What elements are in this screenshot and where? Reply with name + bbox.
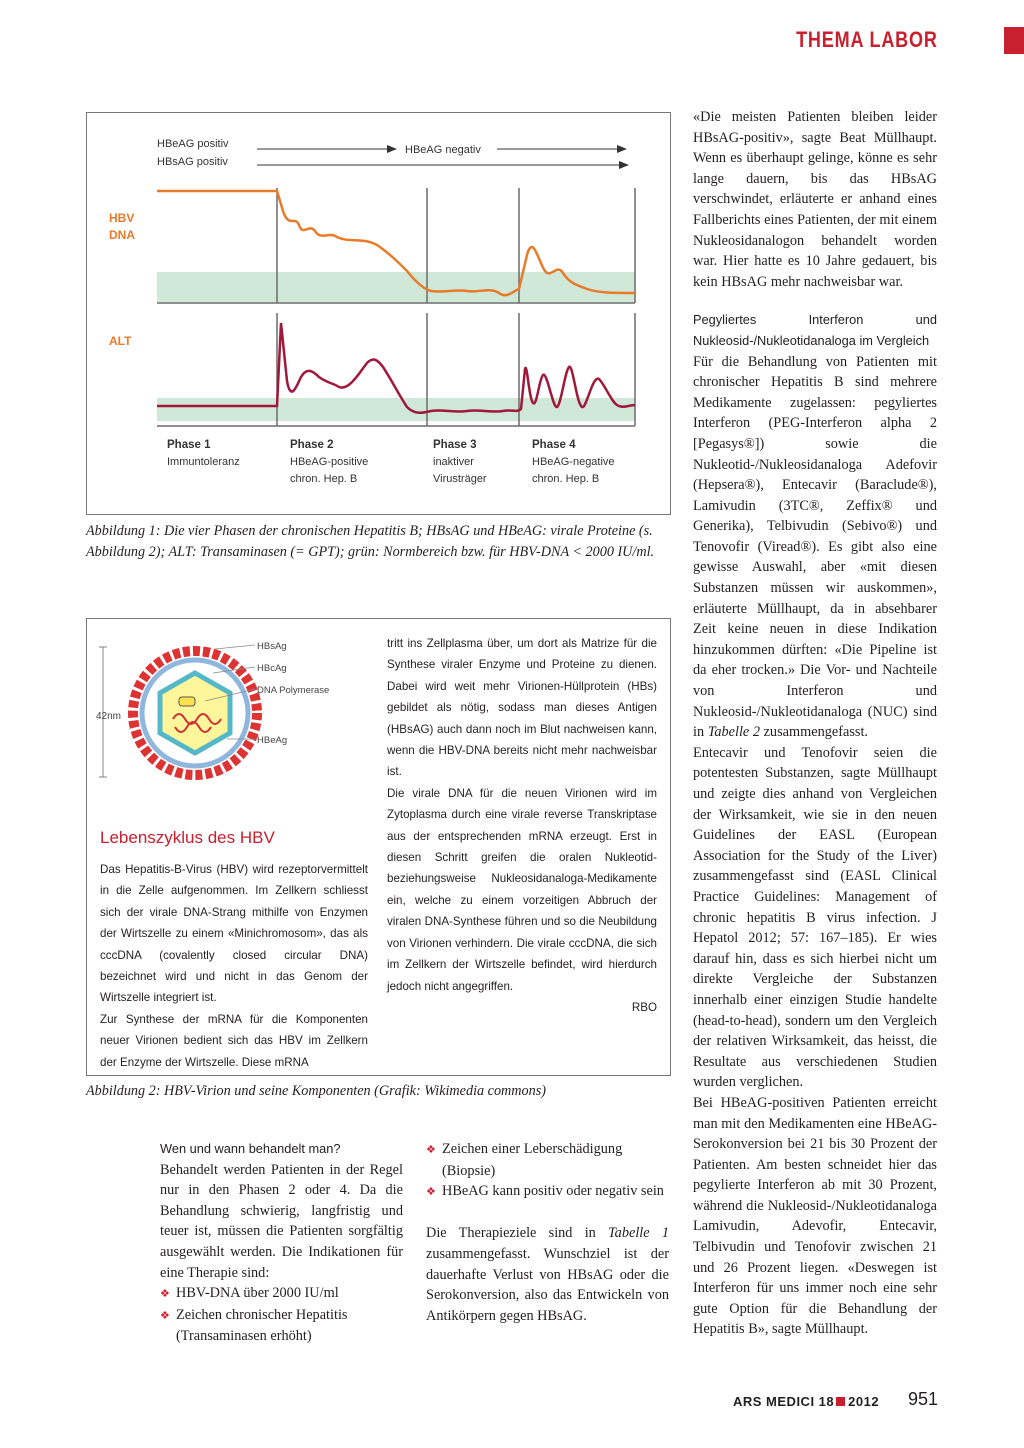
goals-bullet-1: ❖ Zeichen einer Leberschädigung (Biopsie) xyxy=(426,1141,623,1179)
right-heading: Pegyliertes Interferon und Nukleosid-/Nukleotidanaloga im Vergleich xyxy=(693,312,937,348)
box-left-paragraph-2: Zur Synthese der mRNA für die Komponenten neuer Virionen bedient sich das HBV im Zellkern der Enzyme der Wirtszelle. Diese mRNA xyxy=(100,1012,368,1069)
treatment-intro: Behandelt werden Patienten in der Regel nur in den Phasen 2 oder 4. Da die Behandlung schwierig, langfristig und teuer ist, müssen die Patienten sorgfältig ausgewählt werden. Die Indikationen für eine Therapie sind: xyxy=(160,1161,403,1281)
box-right-paragraph-1: tritt ins Zellplasma über, um dort als Matrize für die Synthese viraler Enzyme und Proteine zu dienen. Dabei wird weit mehr Virionen-Hüllprotein (HBs) gebildet als nötig, sodass man dieses Antigen (HBsAG) auch dann noch im Blut nachweisen kann, wenn die HBV-DNA bereits nicht mehr nachweisbar ist. xyxy=(387,637,657,779)
alt-normal-band xyxy=(157,398,635,421)
phase-2-line1: HBeAG-positive xyxy=(290,456,369,468)
right-paragraph-4: Bei HBeAG-positiven Patienten erreicht man mit den Medikamenten eine HBeAG-Serokonversion bei 21 bis 30 Prozent der Patienten. Am besten schneidet hier das pegylierte Interferon ab mit 30 Prozent, während die Nukleosid-/Nukleotidanaloga Lamivudin, Adevofir, Entecavir, Telbivudin und Tenofovir zwischen 21 und 26 Prozent liegen. «Deswegen ist Interferon für uns immer noch eine sehr gute Option für die Behandlung der Hepatitis B», sagte Müllhaupt. xyxy=(693,1094,937,1338)
right-paragraph-3: Entecavir und Tenofovir seien die potentesten Substanzen, sagte Müllhaupt und zeigte dies anhand von Vergleichen der Wirksamkeit, wie sie in den neuen Guidelines der EASL (European Association for the Study of the Liver) zusammengefasst sind (EASL Clinical Practice Guidelines: Management of chronic hepatitis B virus infection. J Hepatol 2012; 57: 167–185). Er wies darauf hin, dass es sich hierbei nicht um direkte Vergleiche der Substanzen innerhalb einer einzigen Studie handelte (head-to-head), sondern um den Vergleich der relativen Wirksamkeit, das heisst, die Resultate aus verschiedenen Studien wurden verglichen. xyxy=(693,744,937,1091)
arrow-hbeag-neg-head xyxy=(617,145,627,153)
treatment-bullet-2: ❖ Zeichen chronischer Hepatitis (Transaminasen erhöht) xyxy=(160,1306,348,1345)
figure-2-caption: Abbildung 2: HBV-Virion und seine Komponenten (Grafik: Wikimedia commons) xyxy=(86,1083,546,1099)
box-left-paragraph-1: Das Hepatitis-B-Virus (HBV) wird rezeptorvermittelt in die Zelle aufgenommen. Im Zellkern schliesst sich der virale DNA-Strang mithilfe von Enzymen der Wirtszelle zu einem «Minichromosom», das als cccDNA (covalently closed circular DNA) bezeichnet wird und nicht in das Genom der Wirtszelle integriert ist. xyxy=(100,863,368,1005)
capsid xyxy=(160,673,230,753)
treatment-heading: Wen und wann behandelt man? xyxy=(160,1141,341,1156)
footer-journal: ARS MEDICI 18 2012 xyxy=(733,1394,880,1409)
column-goals xyxy=(426,1139,669,1326)
label-dna-polymerase: DNA Polymerase xyxy=(257,685,330,696)
arrow-hbeag-pos-head xyxy=(387,145,397,153)
phase-2-line2: chron. Hep. B xyxy=(290,473,358,485)
goals-paragraph: Die Therapieziele sind in Tabelle 1 zusammengefasst. Wunschziel ist der dauerhafte Verlust von HBsAG oder die Serokonversion, also das Entwickeln von Antikörpern gegen HBsAG. xyxy=(426,1225,669,1324)
size-label: 42nm xyxy=(96,711,122,722)
table-2-reference: Tabelle 2 xyxy=(707,724,760,741)
hbv-virion-diagram xyxy=(95,627,375,797)
box-signature: RBO xyxy=(631,1000,657,1014)
phase-1-line1: Immuntoleranz xyxy=(167,456,240,468)
phase-3-line1: inaktiver xyxy=(433,456,474,468)
arrow-hbsag-head xyxy=(619,161,629,169)
figure-hepatitis-phases xyxy=(86,112,671,515)
phase-4-title: Phase 4 xyxy=(532,439,576,451)
table-1-reference: Tabelle 1 xyxy=(608,1225,669,1242)
column-right xyxy=(693,107,937,1340)
diamond-bullet-icon: ❖ xyxy=(160,1288,170,1301)
treatment-bullet-1: ❖ HBV-DNA über 2000 IU/ml xyxy=(160,1283,403,1305)
phase-1-title: Phase 1 xyxy=(167,439,211,451)
polymerase-icon xyxy=(179,697,195,706)
legend-hbeag-positiv: HBeAG positiv xyxy=(157,138,229,150)
phase-3-title: Phase 3 xyxy=(433,439,477,451)
right-paragraph-2: Für die Behandlung von Patienten mit chronischer Hepatitis B sind mehrere Medikamente zugelassen: pegyliertes Interferon (PEG-Interferon alpha 2 [Pegasys®]) sowie die Nukleotid-/Nukleosidanaloga Adefovir (Hepsera®), Entecavir (Baraclude®), Lamivudin (3TC®, Zeffix® und Generika), Telbivudin (Sebivo®) und Tenovofir (Viread®). Es gibt also eine gewisse Auswahl, aber «mit diesen Substanzen müssen wir auskommen», erläuterte Müllhaupt, da in absehbarer Zeit keine neuen in diese Indikation hinzukommen dürften: «Die Pipeline ist da eher trocken.» Die Vor- und Nachteile von Interferon und Nukleosid-/Nukleotidanaloga (NUC) sind in Tabelle 2 zusammengefasst. xyxy=(693,353,937,741)
diamond-bullet-icon: ❖ xyxy=(160,1309,170,1322)
label-hbeag: HBeAg xyxy=(257,735,288,746)
label-alt: ALT xyxy=(109,334,132,348)
box-left-column xyxy=(100,827,368,1073)
phase-4-line2: chron. Hep. B xyxy=(532,473,600,485)
phase-3-line2: Virusträger xyxy=(433,473,487,485)
section-title: THEMA LABOR xyxy=(796,27,938,52)
diamond-bullet-icon: ❖ xyxy=(426,1186,436,1199)
footer-square-icon xyxy=(836,1397,845,1406)
right-paragraph-1: «Die meisten Patienten bleiben leider HBsAG-positiv», sagte Beat Müllhaupt. Wenn es überhaupt gelinge, könne es sehr lange dauern, bis das HBsAG verschwindet, erläuterte er anhand eines Fallberichts eines Patienten, der mit einem Nukleosidanalogon behandelt worden war. Hier hatte es 10 Jahre gedauert, bis kein HBsAG mehr nachweisbar war. xyxy=(693,109,937,290)
dna-normal-band xyxy=(157,272,635,302)
phase-2-title: Phase 2 xyxy=(290,439,334,451)
column-treatment xyxy=(160,1139,403,1347)
figure-1-caption: Abbildung 1: Die vier Phasen der chronischen Hepatitis B; HBsAG und HBeAG: virale Proteine (s. Abbildung 2); ALT: Transaminasen (= GPT); grün: Normbereich bzw. für HBV-DNA < 2000 IU/ml. xyxy=(86,523,655,560)
info-box-lifecycle xyxy=(86,618,671,1076)
label-hbsag: HBsAg xyxy=(257,641,287,652)
page-number: 951 xyxy=(908,1389,939,1409)
legend-hbeag-negativ: HBeAG negativ xyxy=(405,144,481,156)
legend-hbsag-positiv: HBsAG positiv xyxy=(157,156,228,168)
box-right-column xyxy=(387,633,657,1018)
diamond-bullet-icon: ❖ xyxy=(426,1144,436,1156)
phase-4-line1: HBeAG-negative xyxy=(532,456,615,468)
goals-bullet-2: ❖ HBeAG kann positiv oder negativ sein xyxy=(426,1181,669,1203)
label-hbcag: HBcAg xyxy=(257,663,287,674)
label-hbv: HBV xyxy=(109,211,135,225)
box-title: Lebenszyklus des HBV xyxy=(100,828,275,847)
label-dna: DNA xyxy=(109,228,135,242)
section-marker xyxy=(1004,27,1024,54)
box-right-paragraph-2: Die virale DNA für die neuen Virionen wird im Zytoplasma durch eine virale reverse Transkriptase aus der entsprechenden mRNA erzeugt. Erst in diesen Schritt greifen die oralen Nukleotid- beziehungsweise Nukleosidanaloga-Medikamente ein, welche zu einem vorzeitigen Abbruch der viralen DNA-Synthese führen und so die Neubildung von Virionen verhindern. Die virale cccDNA, die sich im Zellkern der Wirtszelle befindet, wird hierdurch jedoch nicht angegriffen. xyxy=(387,786,657,993)
